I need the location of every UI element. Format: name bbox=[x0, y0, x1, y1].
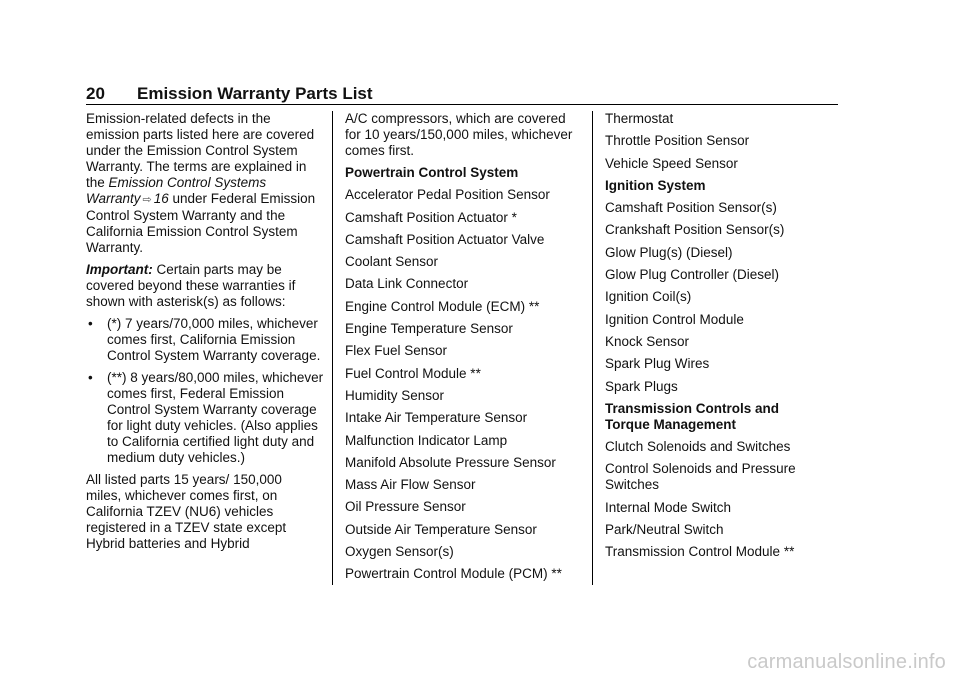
column-1 bbox=[86, 111, 326, 558]
list-item: Mass Air Flow Sensor bbox=[345, 477, 476, 493]
list-item: Camshaft Position Actuator Valve bbox=[345, 231, 545, 247]
list-item: Engine Control Module (ECM) ** bbox=[345, 298, 540, 314]
list-item: Clutch Solenoids and Switches bbox=[605, 439, 791, 455]
bullet-icon: • bbox=[88, 316, 93, 331]
watermark: carmanualsonline.info bbox=[747, 651, 946, 673]
warranty-link[interactable]: Emission Control Systems Warranty bbox=[86, 175, 267, 206]
list-item: Throttle Position Sensor bbox=[605, 133, 750, 149]
list-item: Powertrain Control Module (PCM) ** bbox=[345, 566, 562, 582]
list-item: Ignition Control Module bbox=[605, 311, 744, 327]
list-item: Fuel Control Module ** bbox=[345, 365, 481, 381]
closing-paragraph: All listed parts 15 years/ 150,000 miles, whichever comes first, on California TZEV (NU6) vehicles registered in a TZEV state except Hybrid batteries and Hybrid bbox=[86, 472, 287, 551]
powertrain-heading: Powertrain Control System bbox=[345, 165, 519, 180]
list-item: Manifold Absolute Pressure Sensor bbox=[345, 454, 556, 470]
important-text: Certain parts may be covered beyond these warranties if shown with asterisk(s) as follows: bbox=[86, 262, 296, 309]
list-item: Data Link Connector bbox=[345, 276, 469, 292]
bullet-item bbox=[86, 370, 326, 466]
list-item: Crankshaft Position Sensor(s) bbox=[605, 222, 785, 238]
list-item: Knock Sensor bbox=[605, 333, 690, 349]
list-item: Outside Air Temperature Sensor bbox=[345, 521, 537, 537]
list-item: Control Solenoids and Pressure Switches bbox=[605, 461, 796, 493]
list-item: Camshaft Position Actuator * bbox=[345, 209, 517, 225]
transmission-heading: Transmission Controls and Torque Management bbox=[605, 400, 780, 432]
list-item: Malfunction Indicator Lamp bbox=[345, 432, 508, 448]
list-item: Ignition Coil(s) bbox=[605, 289, 692, 305]
page-ref-number: 16 bbox=[153, 191, 169, 206]
bullet-text: (**) 8 years/80,000 miles, whichever comes first, Federal Emission Control System Warranty coverage for light duty vehicles. (Also applies to California certified light duty and medium duty vehicles.) bbox=[107, 370, 324, 465]
list-item: Glow Plug Controller (Diesel) bbox=[605, 267, 780, 283]
list-item: Glow Plug(s) (Diesel) bbox=[605, 244, 733, 260]
list-item: Coolant Sensor bbox=[345, 254, 439, 270]
intro-text-b: under Federal Emission Control System Warranty and the California Emission Control System Warranty. bbox=[86, 191, 316, 255]
intro-text-a: Emission-related defects in the emission parts listed here are covered under the Emission Control System Warranty. The terms are explained in the bbox=[86, 111, 315, 190]
list-item: Internal Mode Switch bbox=[605, 499, 732, 515]
intro-paragraph bbox=[86, 111, 322, 256]
page-ref-arrow-icon: ⇨ bbox=[142, 194, 152, 206]
list-item: Spark Plugs bbox=[605, 378, 678, 394]
page-header bbox=[86, 84, 838, 105]
column-2 bbox=[345, 111, 585, 589]
list-item: Camshaft Position Sensor(s) bbox=[605, 200, 777, 216]
page-title: Emission Warranty Parts List bbox=[137, 84, 373, 103]
list-item: Oil Pressure Sensor bbox=[345, 499, 466, 515]
bullet-text: (*) 7 years/70,000 miles, whichever comes first, California Emission Control System Warranty coverage. bbox=[107, 316, 321, 363]
list-item: Thermostat bbox=[605, 111, 674, 126]
column-divider-2 bbox=[592, 111, 593, 585]
list-item: Transmission Control Module ** bbox=[605, 544, 795, 560]
page-number: 20 bbox=[86, 84, 105, 103]
important-paragraph bbox=[86, 262, 322, 310]
continuation-paragraph: A/C compressors, which are covered for 10 years/150,000 miles, whichever comes first. bbox=[345, 111, 573, 158]
list-item: Vehicle Speed Sensor bbox=[605, 155, 738, 171]
column-3 bbox=[605, 111, 845, 567]
important-label: Important: bbox=[86, 262, 153, 277]
ignition-heading: Ignition System bbox=[605, 177, 706, 193]
list-item: Humidity Sensor bbox=[345, 387, 445, 403]
column-divider-1 bbox=[332, 111, 333, 585]
list-item: Flex Fuel Sensor bbox=[345, 343, 448, 359]
list-item: Spark Plug Wires bbox=[605, 356, 710, 372]
list-item: Accelerator Pedal Position Sensor bbox=[345, 187, 550, 203]
list-item: Intake Air Temperature Sensor bbox=[345, 410, 528, 426]
list-item: Oxygen Sensor(s) bbox=[345, 544, 454, 560]
list-item: Engine Temperature Sensor bbox=[345, 321, 513, 337]
bullet-item bbox=[86, 316, 326, 364]
bullet-icon: • bbox=[88, 370, 93, 385]
list-item: Park/Neutral Switch bbox=[605, 522, 724, 538]
